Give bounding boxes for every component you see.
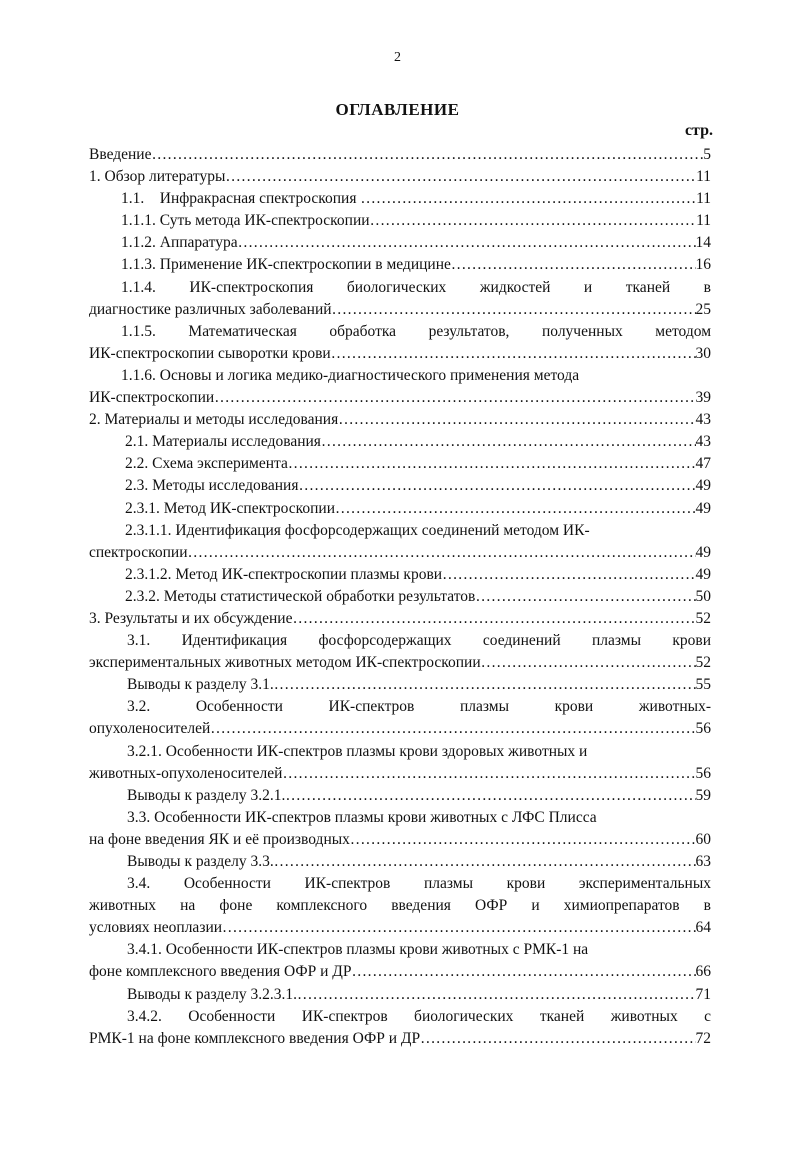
toc-entry-page: 14 [695, 234, 711, 252]
leader-dots [442, 564, 695, 586]
leader-dots [321, 431, 696, 453]
toc-entry-text-line1: 1.1.5. Математическая обработка результатов, полученных методом [121, 322, 711, 340]
toc-entry-3-3[interactable] [89, 807, 711, 851]
toc-entry-text: 2.3. Методы исследования [125, 477, 299, 495]
toc-entry-text: 1. Обзор литературы [89, 168, 226, 186]
leader-dots [331, 343, 696, 365]
toc-entry-conclusions-3-1[interactable] [89, 674, 711, 696]
toc-entry-text: 2.2. Схема эксперимента [125, 455, 288, 473]
toc-entry-text-line1: 1.1.6. Основы и логика медико-диагностического применения метода [121, 366, 580, 384]
leader-dots [288, 453, 696, 475]
toc-entry-2-3[interactable] [89, 475, 711, 497]
toc-entry-text: 2.3.1.2. Метод ИК-спектроскопии плазмы крови [125, 565, 443, 583]
toc-entry-page: 39 [695, 389, 711, 407]
leader-dots [282, 763, 695, 785]
toc-entry-text: Введение [89, 146, 152, 163]
toc-entry-conclusions-3-3[interactable] [89, 851, 711, 873]
toc-entry-text: экспериментальных животных методом ИК-спектроскопии [89, 654, 481, 672]
toc-entry-page: 63 [695, 853, 711, 870]
toc-entry-page: 60 [695, 830, 711, 848]
leader-dots [274, 851, 696, 873]
leader-dots [238, 232, 696, 254]
toc-entry-text: ИК-спектроскопии [89, 389, 215, 407]
page-number: 2 [394, 50, 401, 65]
toc-entry-page: 49 [695, 565, 711, 583]
leader-dots [352, 961, 696, 983]
toc-entry-2-2[interactable] [89, 453, 711, 475]
toc-entry-text: Выводы к разделу 3.2.3.1. [127, 985, 297, 1003]
leader-dots [274, 674, 696, 696]
toc-entry-3-2-1[interactable] [89, 741, 711, 785]
toc-entry-text: 1.1.2. Аппаратура [121, 234, 238, 252]
page-title: ОГЛАВЛЕНИЕ [335, 100, 460, 119]
toc-entry-2-3-1-1[interactable] [89, 520, 711, 564]
toc-entry-2[interactable] [89, 409, 711, 431]
leader-dots [285, 785, 695, 807]
leader-dots [481, 652, 696, 674]
toc-entry-page: 50 [695, 587, 711, 605]
leader-dots [420, 1028, 695, 1050]
toc-entry-page: 59 [695, 786, 711, 804]
toc-entry-page: 47 [695, 455, 711, 473]
toc-entry-3-4-1[interactable] [89, 939, 711, 983]
toc-entry-text-line2: животных на фоне комплексного введения ОФР и химиопрепаратов в [89, 897, 711, 915]
toc-entry-text: Выводы к разделу 3.3. [127, 853, 274, 870]
toc-entry-text: условиях неоплазии [89, 919, 223, 937]
toc-entry-page: 5 [703, 146, 711, 163]
toc-entry-1[interactable] [89, 166, 711, 188]
toc-entry-3-4[interactable] [89, 873, 711, 939]
toc-entry-2-1[interactable] [89, 431, 711, 453]
toc-entry-1-1[interactable] [89, 188, 711, 210]
toc-entry-text: животных-опухоленосителей [89, 764, 283, 782]
toc-entry-page: 49 [695, 499, 711, 517]
toc-entry-1-1-5[interactable] [89, 321, 711, 365]
toc-entry-text: фоне комплексного введения ОФР и ДР [89, 963, 352, 981]
toc-entry-text: 1.1. Инфракрасная спектроскопия [121, 190, 361, 208]
toc-entry-text: спектроскопии [89, 543, 188, 561]
leader-dots [188, 542, 696, 564]
toc-entry-page: 52 [695, 609, 711, 627]
toc-entry-introduction[interactable] [89, 144, 711, 166]
toc-entry-3-4-2[interactable] [89, 1006, 711, 1050]
leader-dots [214, 387, 695, 409]
toc-entry-page: 55 [695, 676, 711, 694]
leader-dots [451, 254, 696, 276]
page-column-label: стр. [684, 122, 713, 139]
leader-dots [475, 586, 695, 608]
toc-entry-text-line1: 1.1.4. ИК-спектроскопия биологических жидкостей и тканей в [121, 278, 711, 296]
toc-entry-text: 2. Материалы и методы исследования [89, 411, 339, 429]
toc-entry-text: 1.1.3. Применение ИК-спектроскопии в медицине [121, 256, 451, 274]
toc-entry-1-1-2[interactable] [89, 232, 711, 254]
toc-entry-text-line1: 3.1. Идентификация фосфорсодержащих соединений плазмы крови [127, 632, 711, 650]
toc-entry-text-line1: 3.3. Особенности ИК-спектров плазмы крови животных с ЛФС Плисса [127, 808, 597, 826]
toc-entry-2-3-2[interactable] [89, 586, 711, 608]
toc-entry-page: 43 [695, 433, 711, 451]
toc-entry-text: 2.3.2. Методы статистической обработки результатов [125, 587, 476, 605]
toc-entry-text-line1: 3.2.1. Особенности ИК-спектров плазмы крови здоровых животных и [127, 742, 588, 760]
toc-entry-page: 30 [695, 344, 711, 362]
toc-entry-page: 72 [695, 1029, 711, 1047]
toc-entry-page: 11 [696, 190, 711, 208]
leader-dots [210, 718, 695, 740]
leader-dots [225, 166, 696, 188]
toc-entry-page: 66 [695, 963, 711, 981]
toc-entry-page: 64 [695, 919, 711, 937]
toc-entry-page: 25 [695, 300, 711, 318]
toc-entry-text-line1: 2.3.1.1. Идентификация фосфорсодержащих соединений методом ИК- [125, 521, 590, 539]
leader-dots [370, 210, 697, 232]
toc-entry-3-1[interactable] [89, 630, 711, 674]
toc-entry-text-line1: 3.4. Особенности ИК-спектров плазмы крови экспериментальных [127, 875, 711, 893]
toc-entry-text: диагностике различных заболеваний [89, 300, 332, 318]
toc-entry-text: 3. Результаты и их обсуждение [89, 609, 293, 627]
leader-dots [332, 299, 696, 321]
toc-entry-3-2[interactable] [89, 696, 711, 740]
toc-entry-text: 2.1. Материалы исследования [125, 433, 321, 451]
leader-dots [222, 917, 695, 939]
toc-entry-text: Выводы к разделу 3.2.1. [127, 786, 286, 804]
toc-entry-text: ИК-спектроскопии сыворотки крови [89, 344, 331, 362]
leader-dots [151, 144, 703, 166]
toc-entry-page: 16 [695, 256, 711, 274]
toc-entry-text-line1: 3.2. Особенности ИК-спектров плазмы крови животных- [127, 698, 711, 716]
toc-entry-page: 49 [695, 477, 711, 495]
toc-entry-text: РМК-1 на фоне комплексного введения ОФР и ДР [89, 1029, 421, 1047]
toc-entry-3[interactable] [89, 608, 711, 630]
toc-entry-page: 11 [696, 212, 711, 230]
leader-dots [338, 409, 695, 431]
toc-entry-2-3-1-2[interactable] [89, 564, 711, 586]
leader-dots [360, 188, 696, 210]
toc-entry-conclusions-3-2-3-1[interactable] [89, 984, 711, 1006]
leader-dots [292, 608, 695, 630]
toc-entry-1-1-4[interactable] [89, 277, 711, 321]
toc-entry-page: 52 [695, 654, 711, 672]
toc-entry-text-line1: 3.4.2. Особенности ИК-спектров биологических тканей животных с [127, 1007, 711, 1025]
toc-entry-text: на фоне введения ЯК и её производных [89, 830, 350, 848]
leader-dots [298, 475, 695, 497]
toc-entry-text: опухоленосителей [89, 720, 211, 738]
toc-entry-text-line1: 3.4.1. Особенности ИК-спектров плазмы крови животных с РМК-1 на [127, 941, 589, 959]
toc-entry-2-3-1[interactable] [89, 498, 711, 520]
leader-dots [297, 984, 696, 1006]
leader-dots [350, 829, 696, 851]
toc-entry-page: 11 [696, 168, 711, 186]
toc-entry-text: 1.1.1. Суть метода ИК-спектроскопии [121, 212, 370, 230]
toc-entry-text: 2.3.1. Метод ИК-спектроскопии [125, 499, 336, 517]
toc-entry-page: 49 [695, 543, 711, 561]
toc-entry-1-1-1[interactable] [89, 210, 711, 232]
toc-entry-page: 56 [695, 720, 711, 738]
toc-entry-conclusions-3-2-1[interactable] [89, 785, 711, 807]
toc-entry-page: 71 [695, 985, 711, 1003]
table-of-contents [89, 144, 711, 1050]
toc-entry-page: 43 [695, 411, 711, 429]
toc-entry-1-1-3[interactable] [89, 254, 711, 276]
toc-entry-page: 56 [695, 764, 711, 782]
leader-dots [335, 498, 695, 520]
toc-entry-text: Выводы к разделу 3.1. [127, 676, 274, 694]
toc-entry-1-1-6[interactable] [89, 365, 711, 409]
